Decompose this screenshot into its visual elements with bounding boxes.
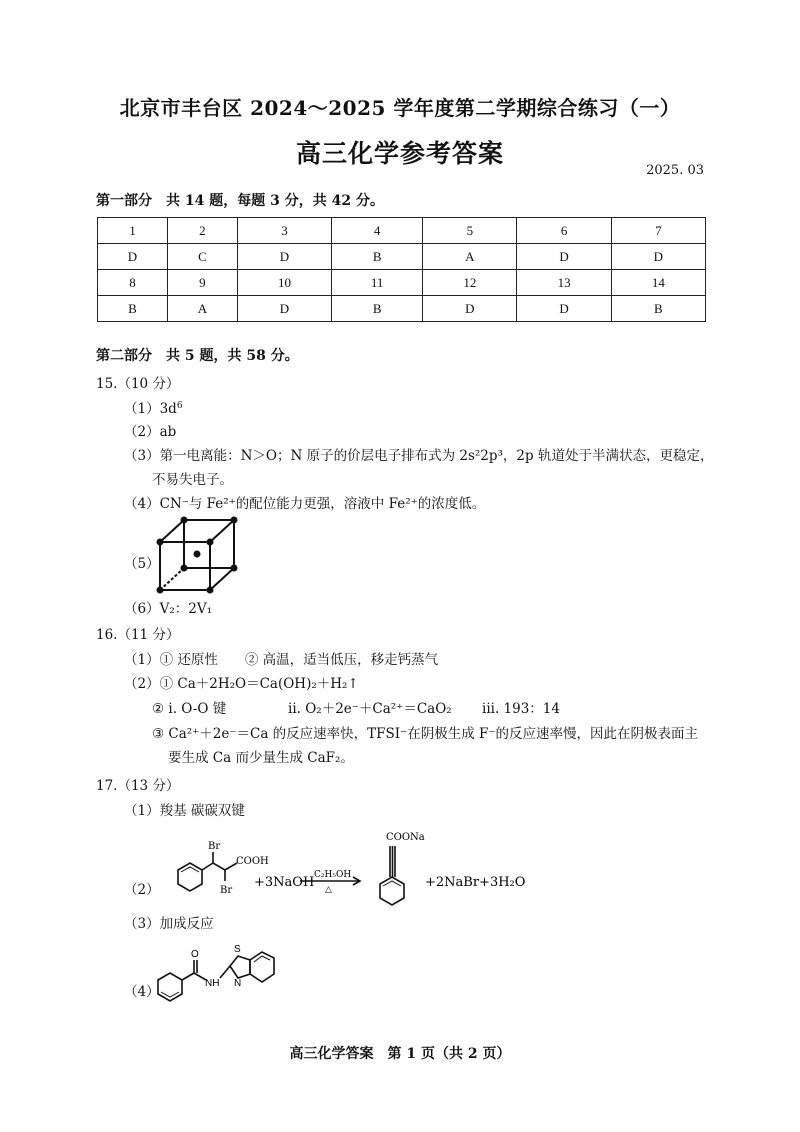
- table-cell: 4: [332, 218, 423, 244]
- label-br-top: Br: [208, 841, 221, 852]
- q15-answer-1-text: 3d: [159, 401, 177, 417]
- table-cell: B: [611, 296, 705, 322]
- table-cell: B: [98, 296, 168, 322]
- table-cell: 9: [167, 270, 237, 296]
- q16-heading: 16.（11 分）: [96, 627, 180, 643]
- document-subtitle: 高三化学参考答案: [295, 139, 504, 168]
- table-cell: D: [611, 244, 705, 270]
- part2-heading: 第二部分 共 5 题，共 58 分。: [96, 348, 299, 364]
- solvent-label: C₂H₅OH: [314, 870, 352, 880]
- reagent-naoh: +3NaOH: [254, 875, 315, 890]
- q17-answer-4-label: （4）: [124, 984, 160, 1000]
- q17-answer-3: （3）加成反应: [124, 916, 214, 932]
- body-center-atom: [194, 551, 201, 558]
- table-cell: C: [167, 244, 237, 270]
- reaction-scheme: [150, 818, 570, 923]
- table-row: [98, 244, 706, 270]
- q17-heading: 17.（13 分）: [96, 778, 180, 794]
- table-cell: 10: [237, 270, 331, 296]
- label-br-bottom: Br: [220, 885, 233, 896]
- q15-answer-1-label: （1）: [124, 401, 160, 417]
- table-cell: 3: [237, 218, 331, 244]
- document-title: 北京市丰台区 2024～2025 学年度第二学期综合练习（一）: [119, 96, 681, 120]
- table-cell: D: [517, 244, 611, 270]
- table-cell: B: [332, 244, 423, 270]
- reactant-chain: [202, 863, 237, 870]
- q16-answer-2-3-line1: ③ Ca²⁺＋2e⁻＝Ca 的反应速率快，TFSI⁻在阴极生成 F⁻的反应速率慢，因此在阴极表面主: [152, 726, 699, 742]
- table-cell: 13: [517, 270, 611, 296]
- q17-answer-2-label: （2）: [124, 882, 160, 898]
- table-cell: 12: [423, 270, 517, 296]
- label-cooh: COOH: [236, 856, 269, 867]
- table-cell: 5: [423, 218, 517, 244]
- q15-answer-5-label: （5）: [124, 556, 160, 572]
- q15-heading: 15.（10 分）: [96, 376, 180, 392]
- q16-answer-2-2a: ② i. O-O 键: [152, 701, 227, 717]
- label-s: S: [234, 944, 241, 955]
- table-cell: 6: [517, 218, 611, 244]
- table-row: [98, 296, 706, 322]
- q15-answer-3-line1: （3）第一电离能：N＞O；N 原子的价层电子排布式为 2s²2p³，2p 轨道处于半满状态，更稳定，: [124, 448, 714, 464]
- document-date: 2025. 03: [646, 163, 704, 178]
- q16-answer-2-2b: ii. O₂＋2e⁻＋Ca²⁺＝CaO₂: [288, 701, 452, 717]
- q17-answer-1: （1）羧基 碳碳双键: [124, 803, 245, 819]
- q15-answer-2: （2）ab: [124, 424, 177, 440]
- table-cell: D: [423, 296, 517, 322]
- condition-label: △: [325, 885, 332, 895]
- benzothiazole-amide-structure: [150, 930, 310, 1010]
- table-cell: D: [98, 244, 168, 270]
- label-o: O: [191, 949, 199, 960]
- table-cell: A: [167, 296, 237, 322]
- q15-answer-3-line2: 不易失电子。: [152, 472, 233, 488]
- table-cell: B: [332, 296, 423, 322]
- q15-answer-6: （6）V₂：2V₁: [124, 601, 213, 617]
- q16-answer-2-3-line2: 要生成 Ca 而少量生成 CaF₂。: [168, 750, 354, 766]
- table-row: [98, 218, 706, 244]
- part1-heading: 第一部分 共 14 题，每题 3 分，共 42 分。: [96, 193, 384, 209]
- q16-answer-2-2c: iii. 193：14: [482, 701, 560, 717]
- table-cell: 14: [611, 270, 705, 296]
- q15-answer-1: [124, 397, 183, 417]
- table-cell: 11: [332, 270, 423, 296]
- table-cell: 7: [611, 218, 705, 244]
- q16-answer-1: （1）① 还原性 ② 高温，适当低压，移走钙蒸气: [124, 652, 439, 668]
- answer-table: [97, 217, 706, 322]
- table-cell: 2: [167, 218, 237, 244]
- crystal-cube-diagram: [150, 512, 242, 594]
- table-cell: 8: [98, 270, 168, 296]
- table-cell: D: [237, 296, 331, 322]
- q16-answer-2-1: （2）① Ca＋2H₂O＝Ca(OH)₂＋H₂↑: [124, 676, 359, 692]
- thiazole-ring: [230, 956, 250, 978]
- label-n: N: [234, 978, 242, 989]
- table-cell: 1: [98, 218, 168, 244]
- q15-answer-4: （4）CN⁻与 Fe²⁺的配位能力更强，溶液中 Fe²⁺的浓度低。: [124, 496, 486, 512]
- label-coona: COONa: [386, 832, 425, 843]
- products-text: +2NaBr+3H₂O: [425, 875, 526, 890]
- table-cell: D: [517, 296, 611, 322]
- table-row: [98, 270, 706, 296]
- table-cell: D: [237, 244, 331, 270]
- table-cell: A: [423, 244, 517, 270]
- q15-answer-1-sup: 6: [176, 401, 183, 411]
- page-footer: 高三化学答案 第 1 页（共 2 页）: [289, 1046, 511, 1062]
- label-nh: NH: [205, 978, 220, 989]
